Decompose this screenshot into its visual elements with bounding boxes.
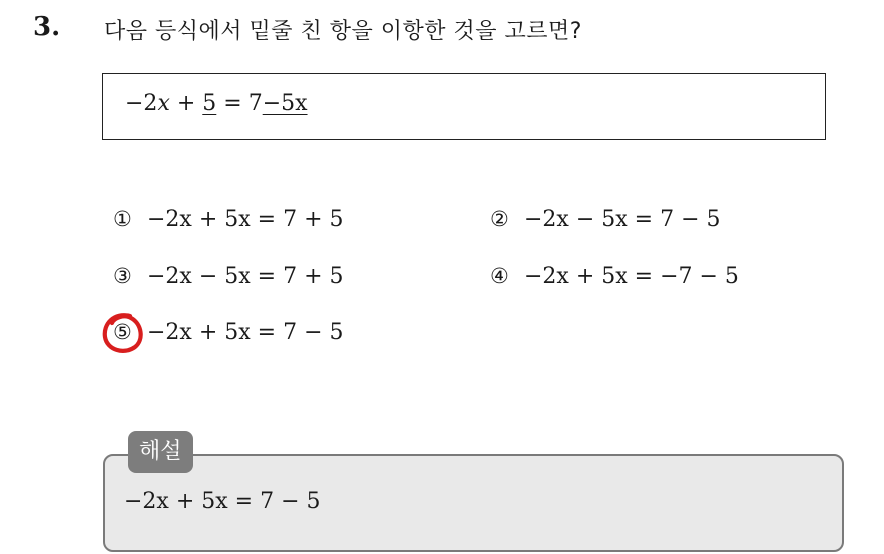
solution-tag: 해설 <box>128 431 193 473</box>
choice-4-marker: ④ <box>490 264 509 288</box>
choice-5-expr: −2x + 5x = 7 − 5 <box>147 320 344 345</box>
choice-5[interactable] <box>113 320 344 345</box>
choice-3-expr: −2x − 5x = 7 + 5 <box>147 264 344 289</box>
choice-4-expr: −2x + 5x = −7 − 5 <box>524 264 739 289</box>
solution-text: −2x + 5x = 7 − 5 <box>124 489 321 514</box>
underlined-term-1: 5 <box>202 91 217 116</box>
choice-2-expr: −2x − 5x = 7 − 5 <box>524 207 721 232</box>
question-number: 3. <box>33 12 61 42</box>
equation-lhs-prefix: −2 <box>125 91 158 116</box>
choice-1[interactable] <box>113 207 344 232</box>
question-prompt: 다음 등식에서 밑줄 친 항을 이항한 것을 고르면? <box>104 19 582 44</box>
underlined-term-2: −5x <box>262 91 308 116</box>
choice-2[interactable] <box>490 207 721 232</box>
choice-5-marker: ⑤ <box>113 320 132 344</box>
choice-3-marker: ③ <box>113 264 132 288</box>
equation-box <box>102 73 826 140</box>
equation-middle: = 7 <box>216 91 263 116</box>
equation-lhs-op: + <box>169 91 203 116</box>
equation-var: x <box>157 91 170 116</box>
choice-2-marker: ② <box>490 207 509 231</box>
choice-1-expr: −2x + 5x = 7 + 5 <box>147 207 344 232</box>
equation-line <box>125 91 308 116</box>
choice-3[interactable] <box>113 264 344 289</box>
choice-4[interactable] <box>490 264 739 289</box>
choice-1-marker: ① <box>113 207 132 231</box>
